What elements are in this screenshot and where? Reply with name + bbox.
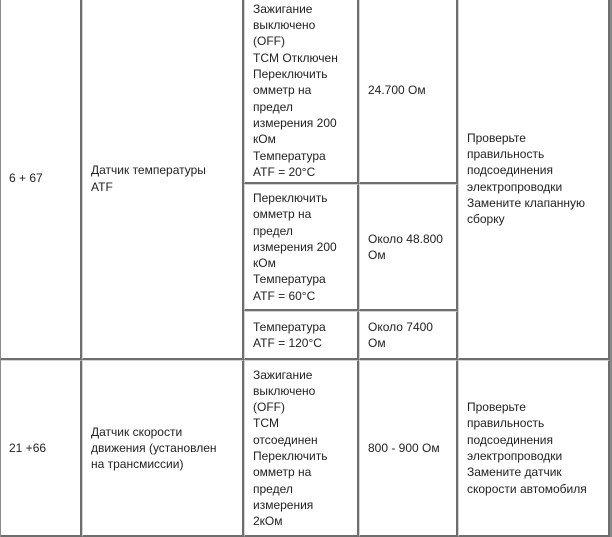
table-cell-action <box>458 0 610 360</box>
value-text: 800 - 900 Ом <box>368 440 440 455</box>
sensor-text: Датчик температуры ATF <box>91 163 206 194</box>
table-cell-conditions <box>244 0 359 184</box>
table-cell-action <box>458 360 610 537</box>
table-cell-sensor <box>82 360 244 537</box>
table-cell-value <box>359 0 458 184</box>
conditions-text: Зажигание выключено (OFF) TCM Отключен Переключить омметр на предел измерения 200 кОм Температура ATF = 20°C <box>253 1 338 179</box>
table-cell-conditions <box>244 360 359 537</box>
table-cell-value <box>359 311 458 360</box>
table-cell-pins <box>0 0 82 360</box>
conditions-text: Температура ATF = 120°C <box>253 319 326 350</box>
action-text: Проверьте правильность подсоединения электропроводки Замените датчик скорости автомобиля <box>467 400 587 496</box>
table-cell-conditions <box>244 311 359 360</box>
action-text: Проверьте правильность подсоединения электропроводки Замените клапанную сборку <box>467 130 586 227</box>
table-cell-value <box>359 184 458 311</box>
conditions-text: Зажигание выключено (OFF) TCM отсоединен Переключить омметр на предел измерения 2кОм <box>253 367 328 529</box>
value-text: 24.700 Ом <box>368 83 426 98</box>
pins-text: 21 +66 <box>9 440 47 455</box>
table-cell-value <box>359 360 458 537</box>
value-text: Около 7400 Ом <box>368 319 433 350</box>
table-cell-conditions <box>244 184 359 311</box>
value-text: Около 48.800 Ом <box>368 231 443 262</box>
table-cell-pins <box>0 360 82 537</box>
sensor-text: Датчик скорости движения (установлен на трансмиссии) <box>91 424 217 472</box>
conditions-text: Переключить омметр на предел измерения 200 кОм Температура ATF = 60°C <box>253 190 337 303</box>
pins-text: 6 + 67 <box>9 171 43 186</box>
table-left-border <box>0 0 1 537</box>
table-cell-sensor <box>82 0 244 360</box>
